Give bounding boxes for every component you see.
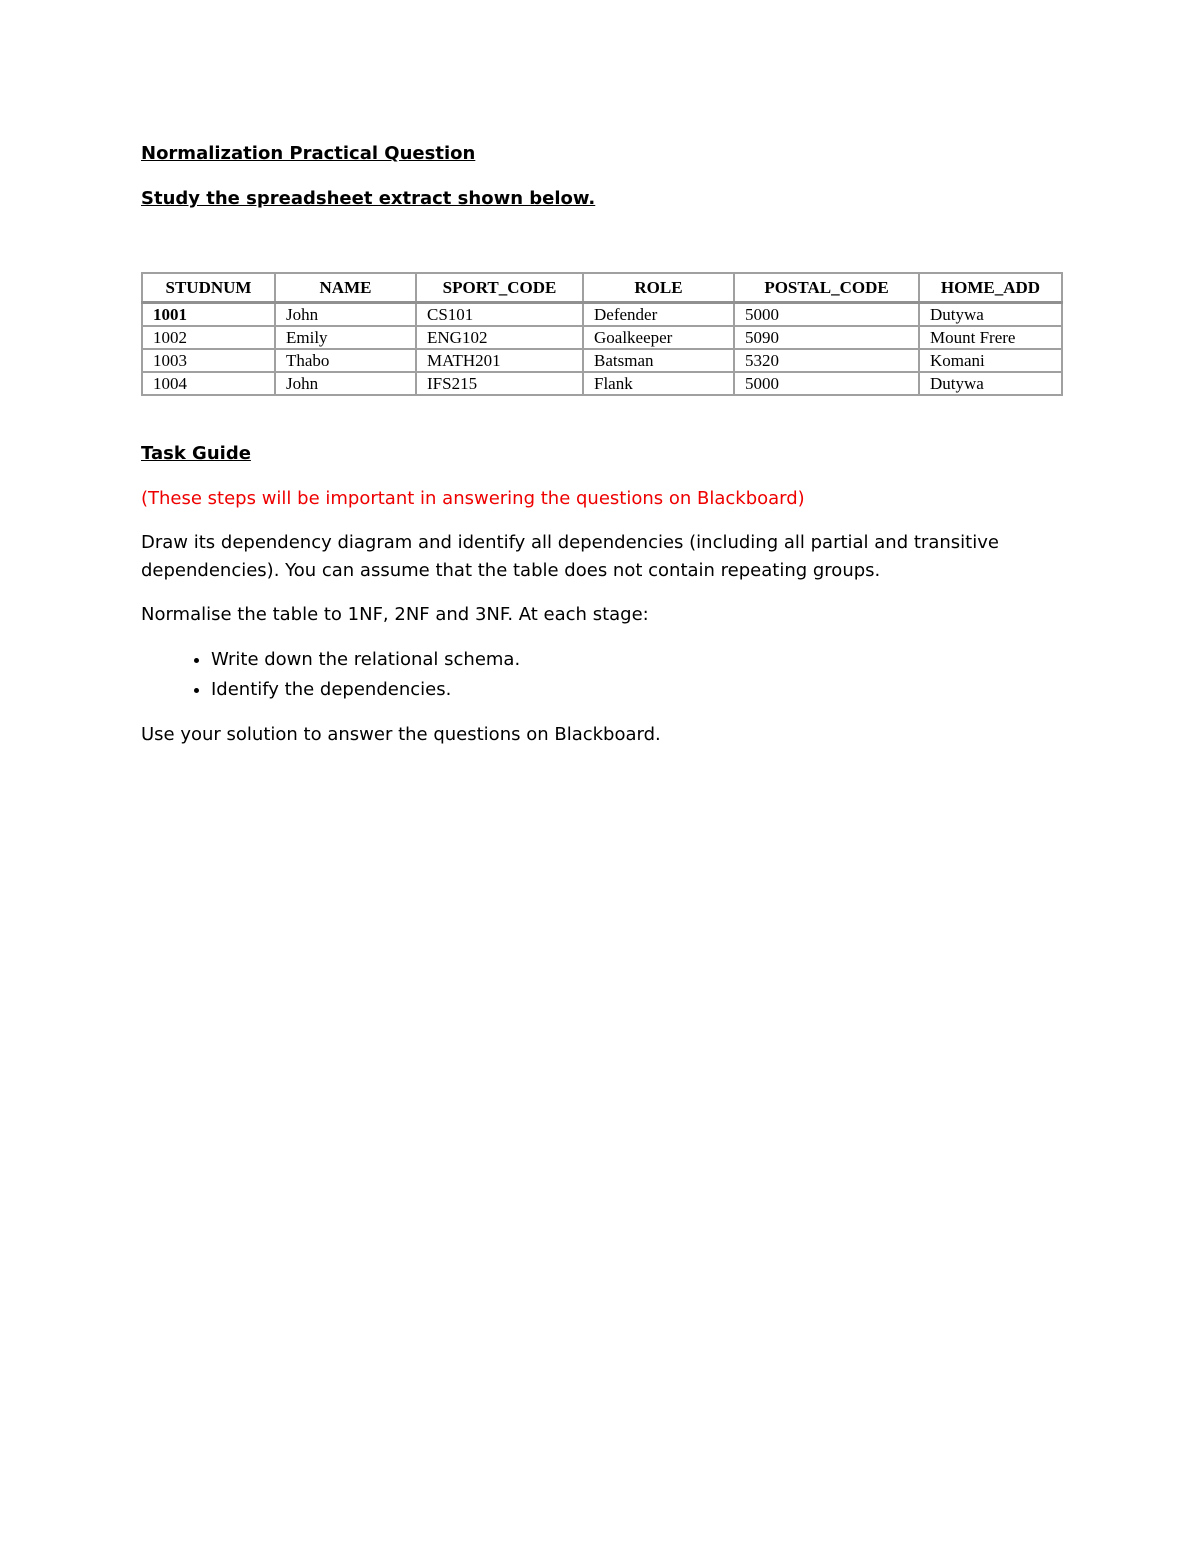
dependency-instructions: Draw its dependency diagram and identify all dependencies (including all partial and transitive dependencies). You can assume that the table does not contain repeating groups. bbox=[141, 532, 999, 581]
table-row bbox=[142, 372, 1062, 395]
table-cell: Mount Frere bbox=[919, 326, 1062, 349]
table-cell: 5000 bbox=[734, 303, 919, 327]
spreadsheet-table bbox=[141, 272, 1063, 396]
table-row bbox=[142, 303, 1062, 327]
list-item: • Identify the dependencies. bbox=[211, 675, 1061, 705]
table-cell: Komani bbox=[919, 349, 1062, 372]
header-home-add: HOME_ADD bbox=[919, 273, 1062, 303]
header-studnum: STUDNUM bbox=[142, 273, 275, 303]
header-sport-code: SPORT_CODE bbox=[416, 273, 583, 303]
table-cell: Dutywa bbox=[919, 372, 1062, 395]
table-cell: Dutywa bbox=[919, 303, 1062, 327]
table-row bbox=[142, 349, 1062, 372]
header-postal-code: POSTAL_CODE bbox=[734, 273, 919, 303]
table-cell: Goalkeeper bbox=[583, 326, 734, 349]
table-cell: CS101 bbox=[416, 303, 583, 327]
table-cell: 5000 bbox=[734, 372, 919, 395]
table-cell: IFS215 bbox=[416, 372, 583, 395]
table-cell: Flank bbox=[583, 372, 734, 395]
header-name: NAME bbox=[275, 273, 416, 303]
final-instructions: Use your solution to answer the questions on Blackboard. bbox=[141, 724, 661, 745]
document-subtitle: Study the spreadsheet extract shown below. bbox=[141, 188, 596, 209]
table-cell: 5090 bbox=[734, 326, 919, 349]
task-guide-section bbox=[141, 440, 1061, 749]
normalise-instructions: Normalise the table to 1NF, 2NF and 3NF. At each stage: bbox=[141, 604, 649, 625]
table-cell: 1001 bbox=[142, 303, 275, 327]
table-cell: John bbox=[275, 372, 416, 395]
table-cell: 1003 bbox=[142, 349, 275, 372]
table-header-row bbox=[142, 273, 1062, 303]
steps-list bbox=[141, 645, 1061, 705]
table-cell: Emily bbox=[275, 326, 416, 349]
header-role: ROLE bbox=[583, 273, 734, 303]
document-page bbox=[141, 140, 1061, 745]
table-cell: 1002 bbox=[142, 326, 275, 349]
table-cell: ENG102 bbox=[416, 326, 583, 349]
table-cell: Thabo bbox=[275, 349, 416, 372]
document-title: Normalization Practical Question bbox=[141, 143, 476, 164]
table-cell: 1004 bbox=[142, 372, 275, 395]
list-item: • Write down the relational schema. bbox=[211, 645, 1061, 675]
table-cell: 5320 bbox=[734, 349, 919, 372]
table-cell: Batsman bbox=[583, 349, 734, 372]
table-cell: John bbox=[275, 303, 416, 327]
table-cell: Defender bbox=[583, 303, 734, 327]
blackboard-note: (These steps will be important in answering the questions on Blackboard) bbox=[141, 488, 805, 509]
table-cell: MATH201 bbox=[416, 349, 583, 372]
table-row bbox=[142, 326, 1062, 349]
task-guide-title: Task Guide bbox=[141, 443, 251, 464]
